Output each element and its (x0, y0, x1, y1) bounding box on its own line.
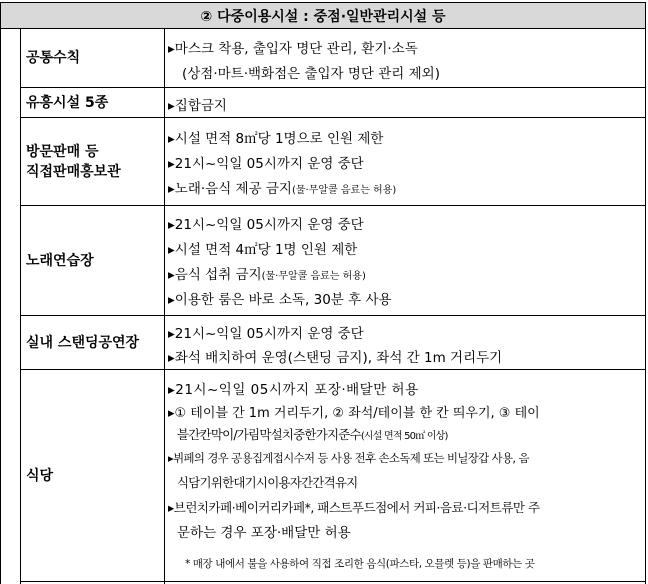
row-category: 공통수칙 (26, 50, 81, 66)
rule-line: 문하는 경우 포장·배달만 허용 (177, 525, 351, 541)
row-category: 유흥시설 5종 (26, 94, 109, 111)
rule-line: ▸음식 섭취 금지(물·무알콜 음료는 허용) (168, 267, 366, 283)
rule-line: ▸브런치카페·베이커리카페*, 패스트푸드점에서 커피·음료·디저트류만 주 (168, 500, 540, 515)
row-category: 노래연습장 (26, 252, 94, 269)
rule-line: 식담기위한대기시이용자간간격유지 (177, 475, 358, 490)
rule-line: ▸① 테이블 간 1m 거리두기, ② 좌석/테이블 한 칸 띄우기, ③ 테이 (168, 406, 540, 421)
row-items (168, 206, 646, 315)
rule-line: ▸21시~익일 05시까지 운영 중단 (168, 326, 364, 342)
rule-line: ▸뷔페의 경우 공용집게접시수저 등 사용 전후 손소독제 또는 비닐장갑 사용, 음 (168, 451, 529, 465)
row-category: 식당 (26, 467, 54, 484)
section-header-title: ② 다중이용시설 : 중점·일반관리시설 등 (200, 8, 446, 25)
row-items (168, 316, 646, 369)
rule-line: ▸집합금지 (168, 98, 227, 114)
row-items (168, 118, 646, 205)
row-items (168, 29, 646, 87)
rule-line: ▸마스크 착용, 출입자 명단 관리, 환기·소독 (168, 41, 418, 57)
row-items (168, 88, 646, 117)
rule-line: ▸21시~익일 05시까지 포장·배달만 허용 (168, 382, 419, 398)
rule-line: (상점·마트·백화점은 출입자 명단 관리 제외) (182, 66, 440, 82)
left-border (0, 29, 1, 584)
row-category: 실내 스탠딩공연장 (26, 334, 140, 351)
rule-line: ▸좌석 배치하여 운영(스탠딩 금지), 좌석 간 1m 거리두기 (168, 350, 503, 366)
row-divider (20, 581, 646, 582)
rule-line: 블간칸막이/가림막설치중한가지준수(시설 면적 50㎡ 이상) (177, 427, 448, 442)
column-divider (164, 29, 165, 584)
row-items (168, 370, 646, 581)
rule-line: ▸21시~익일 05시까지 운영 중단 (168, 156, 364, 172)
rule-line: ▸시설 면적 4㎡당 1명 인원 제한 (168, 242, 358, 258)
rule-line: ▸시설 면적 8㎡당 1명으로 인원 제한 (168, 131, 384, 147)
section-header (0, 2, 646, 29)
rule-line: ▸이용한 룸은 바로 소독, 30분 후 사용 (168, 292, 392, 308)
rule-line: ▸노래·음식 제공 금지(물·무알콜 음료는 허용) (168, 181, 397, 197)
rule-line: ▸21시~익일 05시까지 운영 중단 (168, 217, 364, 233)
footnote: * 매장 내에서 불을 사용하여 직접 조리한 음식(파스타, 오믈렛 등)을 판매하는 곳 (185, 558, 535, 570)
row-category: 방문판매 등 직접판매홍보관 (26, 143, 121, 180)
indent-border (20, 29, 21, 584)
